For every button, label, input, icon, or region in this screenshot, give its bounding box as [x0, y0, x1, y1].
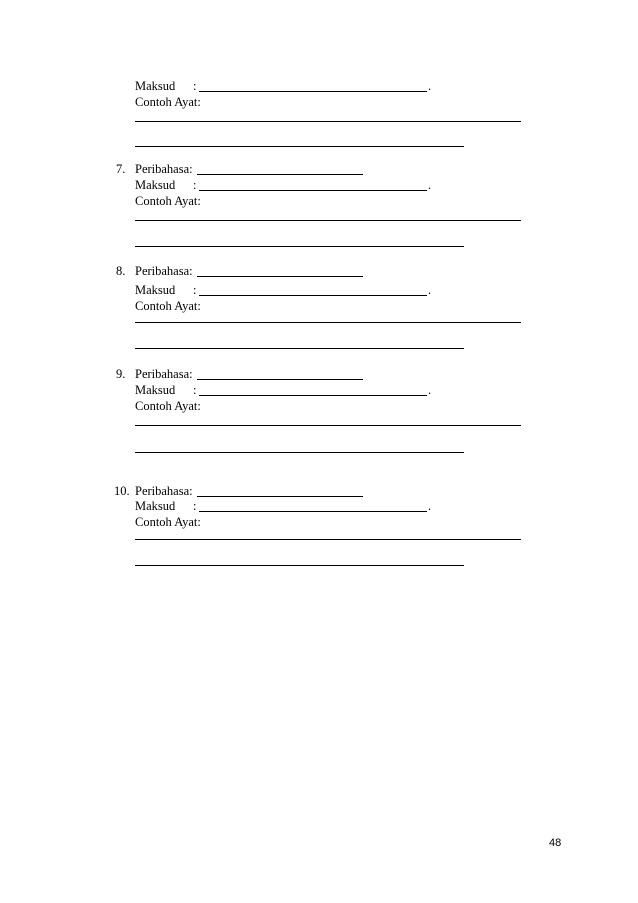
contoh-answer-line-1	[135, 322, 521, 323]
contoh-answer-line-1	[135, 220, 521, 221]
contoh-ayat-label: Contoh Ayat:	[135, 399, 201, 413]
contoh-answer-line-2	[135, 146, 464, 147]
peribahasa-row	[135, 484, 193, 499]
peribahasa-label: Peribahasa	[135, 484, 190, 498]
maksud-answer-line	[199, 511, 427, 512]
peribahasa-colon: :	[189, 484, 193, 498]
peribahasa-answer-line	[197, 174, 363, 175]
maksud-answer-line	[199, 190, 427, 191]
maksud-period: .	[428, 383, 432, 397]
peribahasa-row	[135, 264, 193, 279]
item-number: 9.	[116, 367, 126, 381]
maksud-label: Maksud	[135, 178, 176, 192]
contoh-answer-line-2	[135, 348, 464, 349]
contoh-answer-line-1	[135, 121, 521, 122]
maksud-colon: :	[193, 283, 197, 297]
contoh-answer-line-2	[135, 246, 464, 247]
maksud-answer-line	[199, 295, 427, 296]
peribahasa-label: Peribahasa	[135, 367, 190, 381]
maksud-period: .	[428, 499, 432, 513]
maksud-answer-line	[199, 91, 427, 92]
maksud-row	[135, 283, 196, 298]
page-number: 48	[549, 837, 562, 849]
maksud-row	[135, 383, 196, 398]
item-number: 7.	[116, 162, 126, 176]
item-number: 8.	[116, 264, 126, 278]
peribahasa-colon: :	[189, 162, 193, 176]
peribahasa-row	[135, 367, 193, 382]
peribahasa-answer-line	[197, 496, 363, 497]
contoh-ayat-label: Contoh Ayat:	[135, 194, 201, 208]
contoh-answer-line-1	[135, 539, 521, 540]
contoh-ayat-label: Contoh Ayat:	[135, 515, 201, 529]
maksud-answer-line	[199, 395, 427, 396]
maksud-label: Maksud	[135, 79, 176, 93]
maksud-row	[135, 79, 196, 94]
maksud-row	[135, 499, 196, 514]
maksud-colon: :	[193, 178, 197, 192]
item-number: 10.	[114, 484, 130, 498]
maksud-period: .	[428, 283, 432, 297]
maksud-label: Maksud	[135, 383, 176, 397]
maksud-label: Maksud	[135, 499, 176, 513]
contoh-answer-line-1	[135, 425, 521, 426]
peribahasa-colon: :	[189, 367, 193, 381]
peribahasa-label: Peribahasa	[135, 162, 190, 176]
contoh-ayat-label: Contoh Ayat:	[135, 95, 201, 109]
peribahasa-row	[135, 162, 193, 177]
maksud-period: .	[428, 178, 432, 192]
maksud-row	[135, 178, 196, 193]
contoh-answer-line-2	[135, 452, 464, 453]
maksud-period: .	[428, 79, 432, 93]
peribahasa-answer-line	[197, 379, 363, 380]
maksud-colon: :	[193, 383, 197, 397]
contoh-answer-line-2	[135, 565, 464, 566]
maksud-colon: :	[193, 499, 197, 513]
maksud-colon: :	[193, 79, 197, 93]
peribahasa-colon: :	[189, 264, 193, 278]
peribahasa-label: Peribahasa	[135, 264, 190, 278]
contoh-ayat-label: Contoh Ayat:	[135, 299, 201, 313]
maksud-label: Maksud	[135, 283, 176, 297]
peribahasa-answer-line	[197, 276, 363, 277]
